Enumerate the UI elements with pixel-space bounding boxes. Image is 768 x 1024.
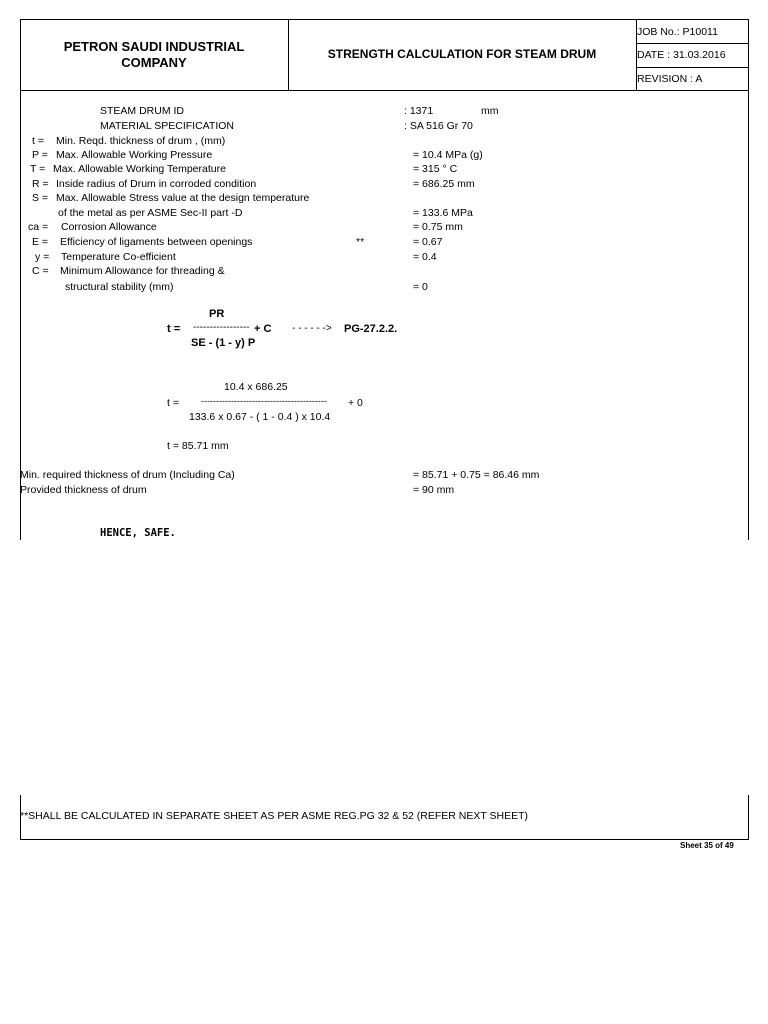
subst-denominator: 133.6 x 0.67 - ( 1 - 0.4 ) x 10.4 xyxy=(189,411,331,423)
param-sym: S = xyxy=(32,192,49,204)
formula-reference: PG-27.2.2. xyxy=(344,323,398,335)
param-desc: Efficiency of ligaments between openings xyxy=(60,236,253,248)
drum-id-unit: mm xyxy=(481,105,499,117)
provided-thickness-value: = 90 mm xyxy=(413,484,455,496)
param-value: = 686.25 mm xyxy=(413,178,475,190)
job-number: JOB No.: P10011 xyxy=(637,26,718,38)
param-desc: Max. Allowable Working Pressure xyxy=(56,149,213,161)
subst-numerator: 10.4 x 686.25 xyxy=(224,381,288,393)
material-value: : SA 516 Gr 70 xyxy=(404,120,473,132)
sheet-number: Sheet 35 of 49 xyxy=(680,841,734,850)
param-desc: Max. Allowable Stress value at the design temperature xyxy=(56,192,310,204)
param-note: ** xyxy=(356,236,365,248)
param-desc: Max. Allowable Working Temperature xyxy=(53,163,226,175)
formula-lhs: t = xyxy=(167,323,181,335)
param-value: = 315 ° C xyxy=(413,163,458,175)
document-date: DATE : 31.03.2016 xyxy=(637,49,726,61)
document-title: STRENGTH CALCULATION FOR STEAM DRUM xyxy=(327,47,597,61)
param-desc: Temperature Co-efficient xyxy=(61,251,176,263)
required-thickness-label: Min. required thickness of drum (Including Ca) xyxy=(20,469,235,481)
company-name: PETRON SAUDI INDUSTRIAL COMPANY xyxy=(63,39,245,70)
param-sym: t = xyxy=(32,135,44,147)
material-label: MATERIAL SPECIFICATION xyxy=(100,120,234,132)
subst-lhs: t = xyxy=(167,397,179,409)
param-value: = 0.4 xyxy=(413,251,437,263)
param-value: = 10.4 MPa (g) xyxy=(413,149,483,161)
formula-plus-c: + C xyxy=(254,323,272,335)
drum-id-value: : 1371 xyxy=(404,105,434,117)
param-value: = 0.75 mm xyxy=(413,221,463,233)
formula-arrow: - - - - - -> xyxy=(292,323,332,334)
param-sym: y = xyxy=(35,251,50,263)
revision: REVISION : A xyxy=(637,73,703,85)
param-sym: P = xyxy=(32,149,48,161)
param-value: = 0 xyxy=(413,281,428,293)
param-desc: of the metal as per ASME Sec-II part -D xyxy=(58,207,243,219)
provided-thickness-label: Provided thickness of drum xyxy=(20,484,147,496)
param-sym: R = xyxy=(32,178,49,190)
param-value: = 0.67 xyxy=(413,236,443,248)
param-desc: Corrosion Allowance xyxy=(61,221,157,233)
param-sym: ca = xyxy=(28,221,49,233)
footnote: **SHALL BE CALCULATED IN SEPARATE SHEET AS PER ASME REG.PG 32 & 52 (REFER NEXT SHEET) xyxy=(20,810,529,822)
param-sym: E = xyxy=(32,236,49,248)
result-thickness: t = 85.71 mm xyxy=(167,440,229,452)
param-value: = 133.6 MPa xyxy=(413,207,473,219)
param-desc: Inside radius of Drum in corroded condition xyxy=(56,178,257,190)
param-sym: T = xyxy=(30,163,46,175)
param-desc: Minimum Allowance for threading & xyxy=(60,265,225,277)
conclusion: HENCE, SAFE. xyxy=(100,527,176,539)
param-desc: structural stability (mm) xyxy=(65,281,174,293)
param-sym: C = xyxy=(32,265,49,277)
formula-fraction-bar: ----------------- xyxy=(193,322,250,333)
drum-id-label: STEAM DRUM ID xyxy=(100,105,184,117)
subst-plus: + 0 xyxy=(348,397,363,409)
required-thickness-value: = 85.71 + 0.75 = 86.46 mm xyxy=(413,469,540,481)
param-desc: Min. Reqd. thickness of drum , (mm) xyxy=(56,135,226,147)
formula-denominator: SE - (1 - y) P xyxy=(191,337,256,349)
formula-numerator: PR xyxy=(209,308,225,320)
subst-fraction-bar: ------------------------------------------ xyxy=(201,396,327,406)
